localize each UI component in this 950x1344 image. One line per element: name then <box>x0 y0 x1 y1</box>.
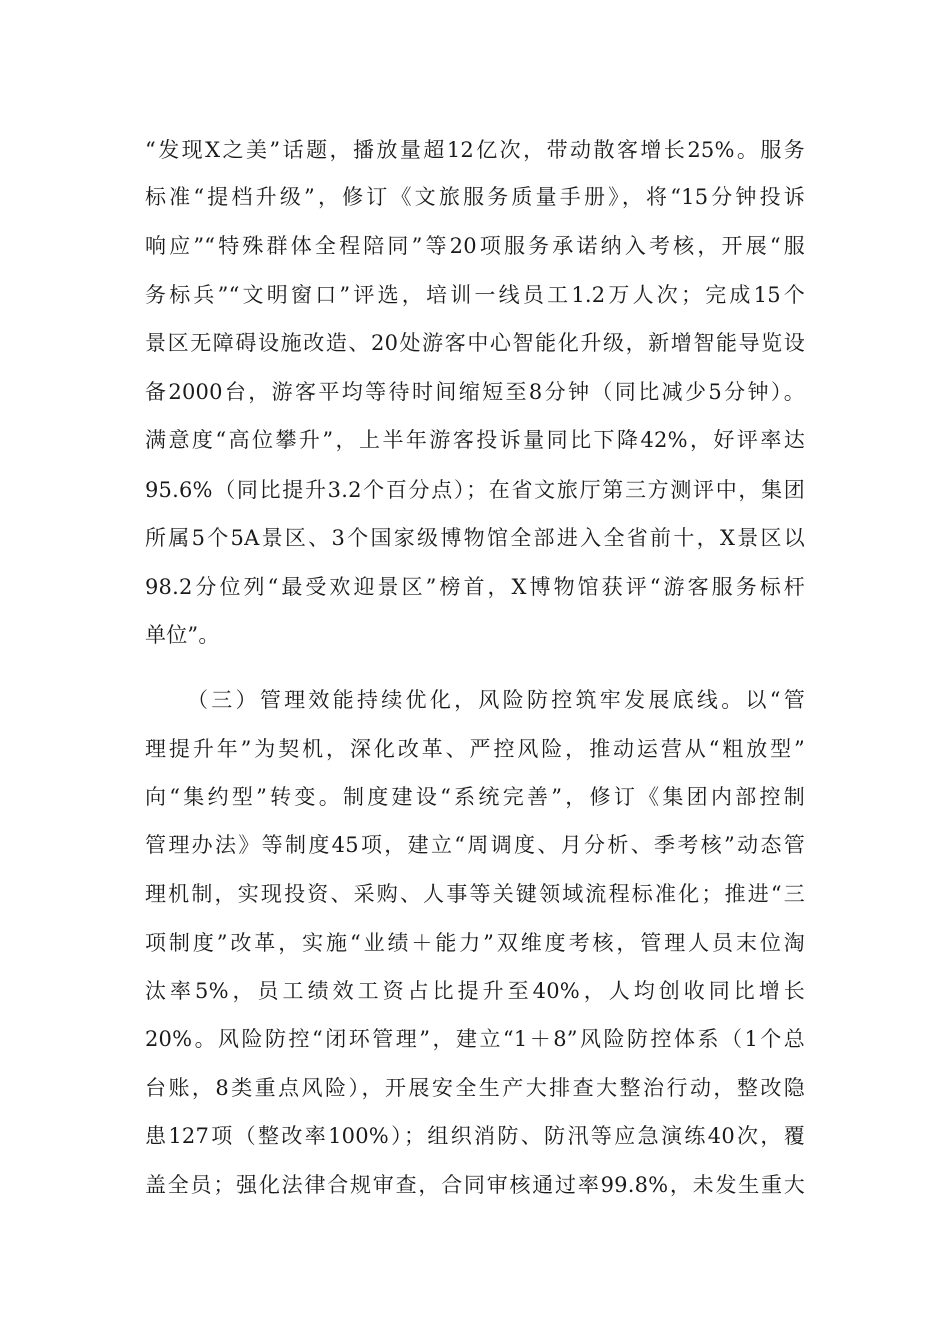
text-line: 响应”“特殊群体全程陪同”等20项服务承诺纳入考核，开展“服 <box>145 234 805 258</box>
text-line: 管理办法》等制度45项，建立“周调度、月分析、季考核”动态管 <box>145 833 805 857</box>
text-line: 满意度“高位攀升”，上半年游客投诉量同比下降42%，好评率达 <box>145 428 805 452</box>
text-line: 理机制，实现投资、采购、人事等关键领域流程标准化；推进“三 <box>145 882 805 906</box>
text-line: 台账，8类重点风险），开展安全生产大排查大整治行动，整改隐 <box>145 1076 805 1100</box>
text-line: 标准“提档升级”，修订《文旅服务质量手册》，将“15分钟投诉 <box>145 185 805 209</box>
text-line: 95.6%（同比提升3.2个百分点）；在省文旅厅第三方测评中，集团 <box>145 478 805 502</box>
text-line: 向“集约型”转变。制度建设“系统完善”，修订《集团内部控制 <box>145 785 805 809</box>
text-line: 患127项（整改率100%）；组织消防、防汛等应急演练40次，覆 <box>145 1124 805 1148</box>
text-line: 项制度”改革，实施“业绩＋能力”双维度考核，管理人员末位淘 <box>145 931 805 955</box>
text-line: 所属5个5A景区、3个国家级博物馆全部进入全省前十，X景区以 <box>145 526 805 550</box>
text-line: 备2000台，游客平均等待时间缩短至8分钟（同比减少5分钟）。 <box>145 380 805 404</box>
text-line: 景区无障碍设施改造、20处游客中心智能化升级，新增智能导览设 <box>145 331 805 355</box>
text-line: 盖全员；强化法律合规审查，合同审核通过率99.8%，未发生重大 <box>145 1173 805 1197</box>
section-heading-line: （三）管理效能持续优化，风险防控筑牢发展底线。以“管 <box>187 688 805 712</box>
text-line: 汰率5%，员工绩效工资占比提升至40%，人均创收同比增长 <box>145 979 805 1003</box>
text-line: 20%。风险防控“闭环管理”，建立“1＋8”风险防控体系（1个总 <box>145 1027 805 1051</box>
text-line: 单位”。 <box>145 623 220 647</box>
text-line: 理提升年”为契机，深化改革、严控风险，推动运营从“粗放型” <box>145 737 805 761</box>
text-line: 98.2分位列“最受欢迎景区”榜首，X博物馆获评“游客服务标杆 <box>145 575 805 599</box>
text-line: 务标兵”“文明窗口”评选，培训一线员工1.2万人次；完成15个 <box>145 283 805 307</box>
text-line: “发现X之美”话题，播放量超12亿次，带动散客增长25%。服务 <box>145 138 805 162</box>
